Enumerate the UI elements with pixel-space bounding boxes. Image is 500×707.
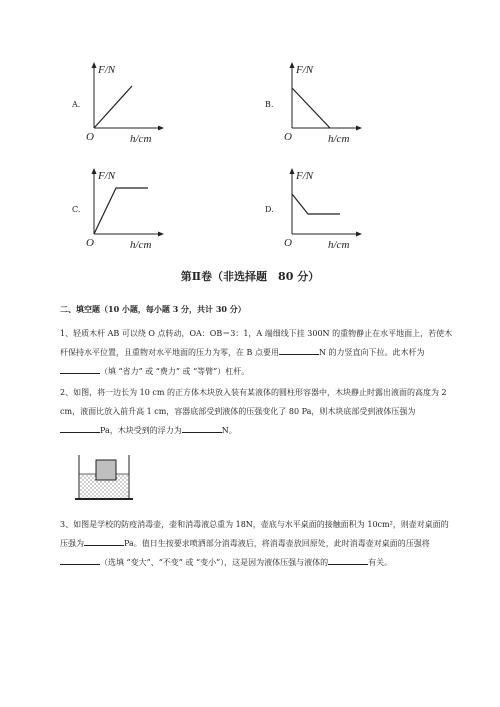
section-heading: 二、填空题（10 小题，每小题 3 分，共计 30 分）	[60, 304, 246, 314]
graph-c	[82, 168, 172, 258]
y-axis-label: F/N	[98, 64, 116, 76]
option-a-label: A.	[72, 100, 81, 109]
section-title: 第Ⅱ卷（非选择题 80 分）	[180, 270, 320, 283]
q3-blank-1[interactable]	[84, 537, 124, 546]
graph-line	[94, 188, 148, 234]
q1-text-1: 1、轻质木杆 AB 可以绕 O 点转动，OA：OB＝3：1，A 端细线下挂 300N 的重物静止在水平地面上，若使木杆保持水平位置，且重物对水平地面的压力为零，在 B 点要用	[60, 329, 453, 357]
question-1	[60, 324, 455, 381]
q1-blank-2[interactable]	[60, 365, 100, 374]
container-diagram-svg	[70, 455, 150, 505]
y-axis-label: F/N	[296, 170, 314, 182]
q3-blank-2[interactable]	[60, 556, 100, 565]
graph-a-svg	[82, 62, 172, 152]
container-diagram	[70, 455, 150, 509]
q2-text-1: 2、如图，将一边长为 10 cm 的正方体木块放入装有某液体的圆柱形容器中，木块静止时露出液面的高度为 2 cm，液面比放入前升高 1 cm，容器底部受到液体的压强变化了 80 Pa，则木块底部受到液体压强为	[60, 388, 447, 416]
q2-blank-1[interactable]	[60, 424, 100, 433]
q1-text-2: N 的力竖直向下拉。此木杆为	[318, 348, 425, 357]
y-arrow	[290, 62, 295, 68]
x-axis-label: h/cm	[328, 239, 350, 251]
option-b-label: B.	[265, 100, 274, 109]
y-axis-label: F/N	[296, 64, 314, 76]
q1-blank-1[interactable]	[279, 346, 319, 355]
x-arrow	[356, 126, 362, 131]
x-arrow	[356, 232, 362, 237]
y-arrow	[92, 62, 97, 68]
origin-label: O	[284, 237, 292, 249]
graph-c-svg	[82, 168, 172, 258]
wood-block	[96, 460, 116, 480]
q2-blank-2[interactable]	[182, 424, 222, 433]
graph-a	[82, 62, 172, 152]
graph-line	[292, 194, 340, 214]
origin-label: O	[86, 237, 94, 249]
q1-text-3: （填 “省力” 或 “费力” 或 “等臂”）杠杆。	[100, 367, 250, 376]
graph-b-svg	[280, 62, 370, 152]
q3-text-1: 3、如图是学校的防疫消毒壶，壶和消毒液总重为 18N，壶底与水平桌面的接触面积为 10cm²，则壶对桌面的压强为	[60, 520, 449, 548]
question-3	[60, 515, 455, 572]
graph-line	[292, 88, 330, 128]
origin-label: O	[284, 131, 292, 143]
option-d-label: D.	[265, 205, 274, 214]
graph-b	[280, 62, 370, 152]
y-axis-label: F/N	[98, 170, 116, 182]
option-c-label: C.	[72, 205, 81, 214]
y-arrow	[290, 168, 295, 174]
x-arrow	[158, 232, 164, 237]
x-axis-label: h/cm	[328, 133, 350, 145]
origin-label: O	[86, 131, 94, 143]
x-axis-label: h/cm	[130, 133, 152, 145]
x-arrow	[158, 126, 164, 131]
q3-text-4: 有关。	[368, 558, 393, 567]
graph-line	[94, 86, 132, 128]
x-axis-label: h/cm	[130, 239, 152, 251]
q2-text-3: N。	[221, 426, 237, 435]
q3-blank-3[interactable]	[328, 556, 368, 565]
q2-text-2: Pa，木块受到的浮力为	[100, 426, 182, 435]
q3-text-2: Pa。值日生按要求喷洒部分消毒液后，将消毒壶放回原处，此时消毒壶对桌面的压强将	[124, 539, 430, 548]
y-arrow	[92, 168, 97, 174]
question-2	[60, 383, 455, 440]
graph-d-svg	[280, 168, 370, 258]
q3-text-3: （选填 “变大”、“不变” 或 “变小”），这是因为液体压强与液体的	[100, 558, 329, 567]
graph-d	[280, 168, 370, 258]
